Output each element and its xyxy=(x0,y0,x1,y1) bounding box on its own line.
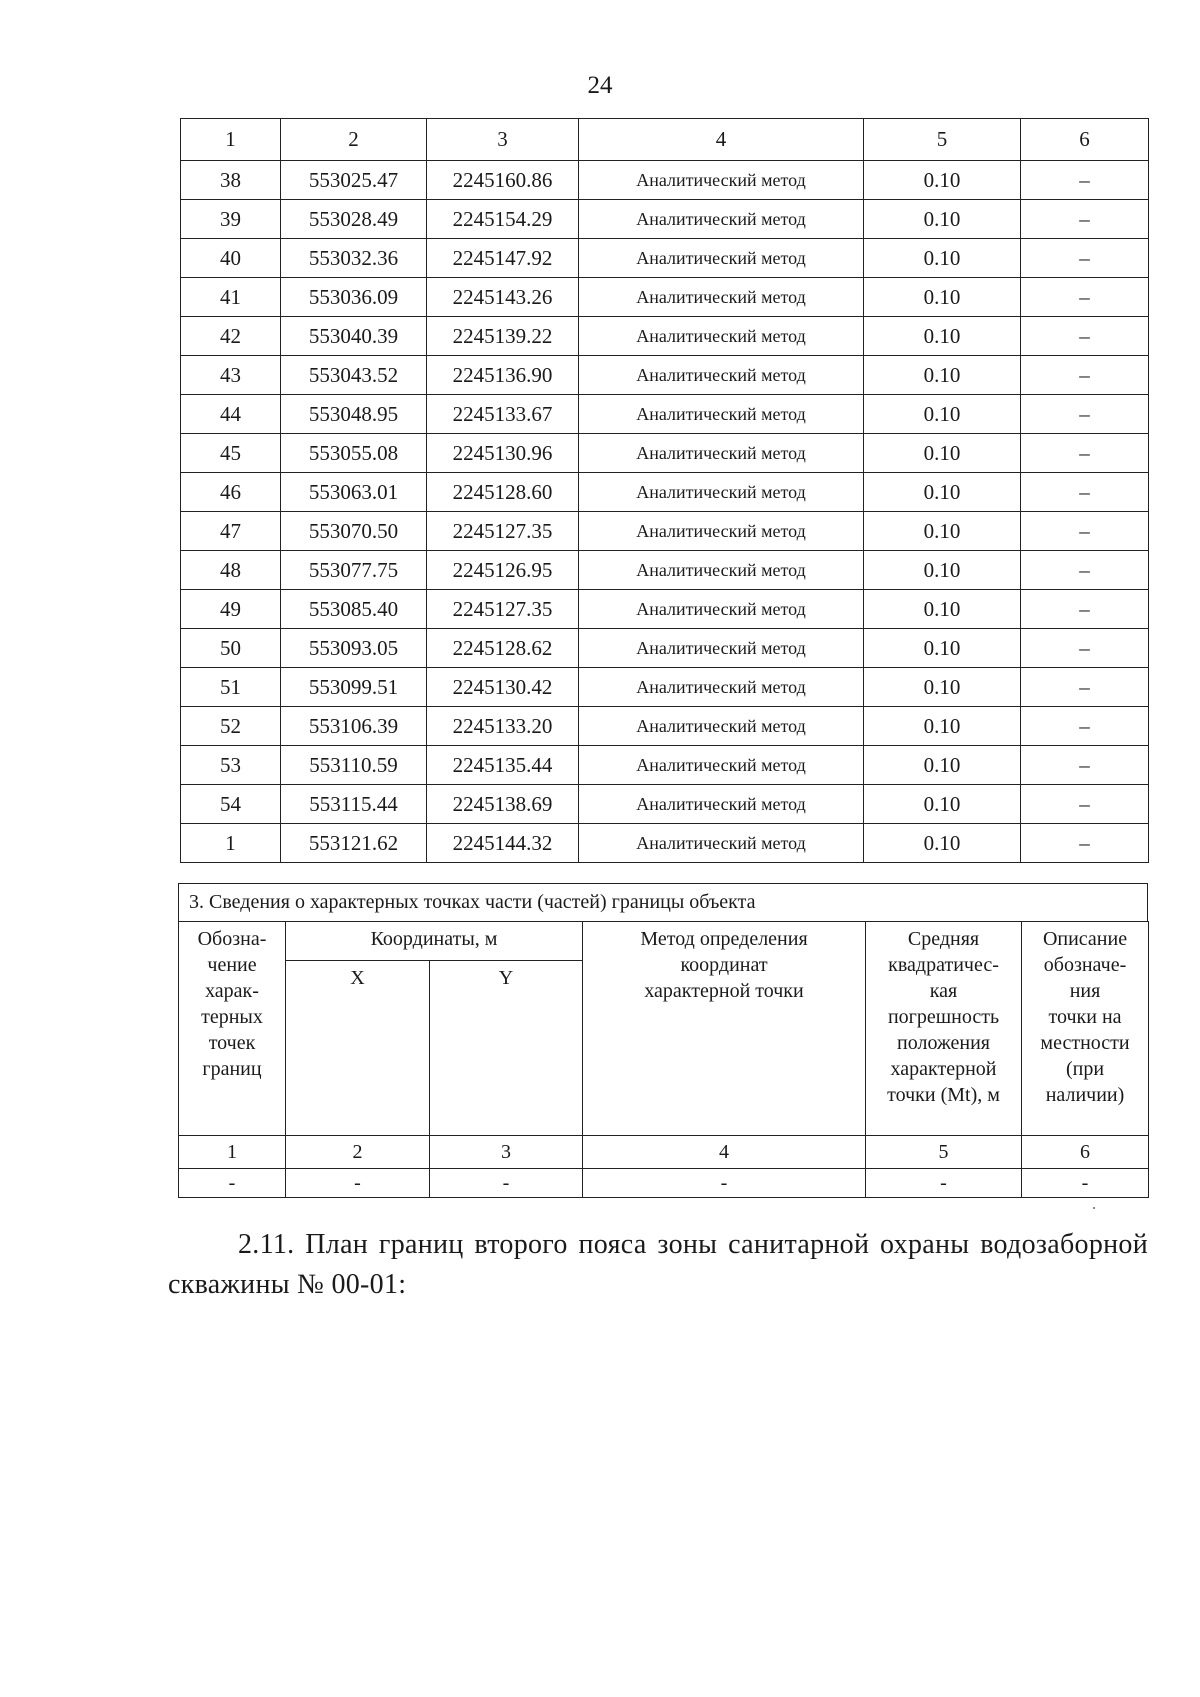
error-cell: 0.10 xyxy=(864,551,1021,590)
table-row xyxy=(181,356,1149,395)
y-coordinate-cell: 2245136.90 xyxy=(427,356,579,395)
y-coordinate-cell: 2245133.20 xyxy=(427,707,579,746)
table-header-row xyxy=(181,119,1149,161)
table-row xyxy=(181,161,1149,200)
empty-cell: - xyxy=(583,1169,866,1198)
error-cell: 0.10 xyxy=(864,785,1021,824)
coordinates-header: Координаты, м xyxy=(286,922,583,961)
table-row xyxy=(181,200,1149,239)
x-coordinate-cell: 553077.75 xyxy=(281,551,427,590)
error-cell: 0.10 xyxy=(864,668,1021,707)
method-cell: Аналитический метод xyxy=(579,629,864,668)
section-3-title: 3. Сведения о характерных точках части (частей) границы объекта xyxy=(178,883,1148,921)
point-number-cell: 1 xyxy=(181,824,281,863)
table-row xyxy=(181,785,1149,824)
point-number-cell: 52 xyxy=(181,707,281,746)
x-coordinate-cell: 553032.36 xyxy=(281,239,427,278)
description-cell: – xyxy=(1021,473,1149,512)
x-coordinate-cell: 553036.09 xyxy=(281,278,427,317)
header-cell: 6 xyxy=(1021,119,1149,161)
x-coordinate-cell: 553099.51 xyxy=(281,668,427,707)
method-cell: Аналитический метод xyxy=(579,512,864,551)
description-header: Описание обозначе- ния точки на местности (при наличии) xyxy=(1022,922,1149,1136)
y-coordinate-cell: 2245143.26 xyxy=(427,278,579,317)
description-cell: – xyxy=(1021,200,1149,239)
point-number-cell: 50 xyxy=(181,629,281,668)
method-cell: Аналитический метод xyxy=(579,356,864,395)
point-number-cell: 54 xyxy=(181,785,281,824)
method-cell: Аналитический метод xyxy=(579,551,864,590)
y-coordinate-cell: 2245154.29 xyxy=(427,200,579,239)
coordinates-table xyxy=(180,118,1149,863)
table-row xyxy=(181,824,1149,863)
header-cell: 2 xyxy=(281,119,427,161)
x-coordinate-cell: 553028.49 xyxy=(281,200,427,239)
error-cell: 0.10 xyxy=(864,239,1021,278)
y-coordinate-cell: 2245133.67 xyxy=(427,395,579,434)
method-cell: Аналитический метод xyxy=(579,239,864,278)
x-header: X xyxy=(286,961,430,1136)
y-coordinate-cell: 2245139.22 xyxy=(427,317,579,356)
description-cell: – xyxy=(1021,590,1149,629)
error-cell: 0.10 xyxy=(864,746,1021,785)
error-cell: 0.10 xyxy=(864,512,1021,551)
y-coordinate-cell: 2245130.42 xyxy=(427,668,579,707)
column-number: 5 xyxy=(866,1136,1022,1169)
empty-data-row xyxy=(179,1169,1149,1198)
table-row xyxy=(181,317,1149,356)
point-number-cell: 40 xyxy=(181,239,281,278)
description-cell: – xyxy=(1021,551,1149,590)
description-cell: – xyxy=(1021,785,1149,824)
y-coordinate-cell: 2245144.32 xyxy=(427,824,579,863)
y-header: Y xyxy=(430,961,583,1136)
method-cell: Аналитический метод xyxy=(579,317,864,356)
column-number: 6 xyxy=(1022,1136,1149,1169)
empty-cell: - xyxy=(179,1169,286,1198)
y-coordinate-cell: 2245160.86 xyxy=(427,161,579,200)
error-cell: 0.10 xyxy=(864,200,1021,239)
error-cell: 0.10 xyxy=(864,824,1021,863)
method-cell: Аналитический метод xyxy=(579,278,864,317)
description-cell: – xyxy=(1021,317,1149,356)
method-cell: Аналитический метод xyxy=(579,590,864,629)
method-cell: Аналитический метод xyxy=(579,200,864,239)
x-coordinate-cell: 553115.44 xyxy=(281,785,427,824)
table-row xyxy=(181,668,1149,707)
table-row xyxy=(181,590,1149,629)
x-coordinate-cell: 553055.08 xyxy=(281,434,427,473)
description-cell: – xyxy=(1021,629,1149,668)
section-2-11-paragraph: 2.11. План границ второго пояса зоны санитарной охраны водозаборной скважины № 00-01: xyxy=(168,1229,1148,1300)
x-coordinate-cell: 553085.40 xyxy=(281,590,427,629)
method-cell: Аналитический метод xyxy=(579,473,864,512)
table-row xyxy=(181,473,1149,512)
x-coordinate-cell: 553106.39 xyxy=(281,707,427,746)
error-cell: 0.10 xyxy=(864,356,1021,395)
header-cell: 5 xyxy=(864,119,1021,161)
point-number-cell: 48 xyxy=(181,551,281,590)
y-coordinate-cell: 2245126.95 xyxy=(427,551,579,590)
point-number-cell: 38 xyxy=(181,161,281,200)
method-cell: Аналитический метод xyxy=(579,824,864,863)
x-coordinate-cell: 553063.01 xyxy=(281,473,427,512)
empty-cell: - xyxy=(286,1169,430,1198)
column-number: 1 xyxy=(179,1136,286,1169)
description-cell: – xyxy=(1021,161,1149,200)
point-number-cell: 53 xyxy=(181,746,281,785)
error-cell: 0.10 xyxy=(864,629,1021,668)
point-number-cell: 47 xyxy=(181,512,281,551)
y-coordinate-cell: 2245127.35 xyxy=(427,590,579,629)
error-cell: 0.10 xyxy=(864,707,1021,746)
description-cell: – xyxy=(1021,434,1149,473)
error-cell: 0.10 xyxy=(864,473,1021,512)
description-cell: – xyxy=(1021,824,1149,863)
empty-cell: - xyxy=(866,1169,1022,1198)
header-cell: 4 xyxy=(579,119,864,161)
error-cell: 0.10 xyxy=(864,590,1021,629)
point-number-cell: 45 xyxy=(181,434,281,473)
method-cell: Аналитический метод xyxy=(579,707,864,746)
y-coordinate-cell: 2245127.35 xyxy=(427,512,579,551)
y-coordinate-cell: 2245135.44 xyxy=(427,746,579,785)
error-cell: 0.10 xyxy=(864,278,1021,317)
x-coordinate-cell: 553025.47 xyxy=(281,161,427,200)
point-number-cell: 42 xyxy=(181,317,281,356)
description-cell: – xyxy=(1021,707,1149,746)
point-number-cell: 43 xyxy=(181,356,281,395)
description-cell: – xyxy=(1021,278,1149,317)
description-cell: – xyxy=(1021,668,1149,707)
x-coordinate-cell: 553043.52 xyxy=(281,356,427,395)
table-row xyxy=(181,746,1149,785)
y-coordinate-cell: 2245130.96 xyxy=(427,434,579,473)
method-cell: Аналитический метод xyxy=(579,668,864,707)
header-cell: 1 xyxy=(181,119,281,161)
table-row xyxy=(181,551,1149,590)
method-cell: Аналитический метод xyxy=(579,434,864,473)
designation-header: Обозна- чение харак- терных точек границ xyxy=(179,922,286,1136)
point-number-cell: 46 xyxy=(181,473,281,512)
column-number: 3 xyxy=(430,1136,583,1169)
boundary-parts-table xyxy=(178,921,1149,1198)
description-cell: – xyxy=(1021,356,1149,395)
y-coordinate-cell: 2245138.69 xyxy=(427,785,579,824)
error-cell: 0.10 xyxy=(864,161,1021,200)
table-row xyxy=(181,395,1149,434)
description-cell: – xyxy=(1021,746,1149,785)
table-row xyxy=(181,512,1149,551)
method-cell: Аналитический метод xyxy=(579,161,864,200)
point-number-cell: 51 xyxy=(181,668,281,707)
scan-speck xyxy=(1093,1207,1095,1209)
x-coordinate-cell: 553110.59 xyxy=(281,746,427,785)
method-cell: Аналитический метод xyxy=(579,395,864,434)
table-row xyxy=(181,239,1149,278)
table-row xyxy=(181,707,1149,746)
x-coordinate-cell: 553121.62 xyxy=(281,824,427,863)
x-coordinate-cell: 553040.39 xyxy=(281,317,427,356)
x-coordinate-cell: 553070.50 xyxy=(281,512,427,551)
method-cell: Аналитический метод xyxy=(579,785,864,824)
table-row xyxy=(181,434,1149,473)
point-number-cell: 49 xyxy=(181,590,281,629)
empty-cell: - xyxy=(430,1169,583,1198)
column-number: 2 xyxy=(286,1136,430,1169)
point-number-cell: 44 xyxy=(181,395,281,434)
error-cell: 0.10 xyxy=(864,317,1021,356)
description-cell: – xyxy=(1021,395,1149,434)
column-number-row xyxy=(179,1136,1149,1169)
x-coordinate-cell: 553093.05 xyxy=(281,629,427,668)
y-coordinate-cell: 2245128.60 xyxy=(427,473,579,512)
method-header: Метод определения координат характерной точки xyxy=(583,922,866,1136)
error-header: Средняя квадратичес- кая погрешность положения характерной точки (Mt), м xyxy=(866,922,1022,1136)
method-cell: Аналитический метод xyxy=(579,746,864,785)
y-coordinate-cell: 2245147.92 xyxy=(427,239,579,278)
x-coordinate-cell: 553048.95 xyxy=(281,395,427,434)
header-cell: 3 xyxy=(427,119,579,161)
error-cell: 0.10 xyxy=(864,434,1021,473)
point-number-cell: 39 xyxy=(181,200,281,239)
column-number: 4 xyxy=(583,1136,866,1169)
page-number: 24 xyxy=(587,72,613,99)
description-cell: – xyxy=(1021,512,1149,551)
table-row xyxy=(181,278,1149,317)
y-coordinate-cell: 2245128.62 xyxy=(427,629,579,668)
table-row xyxy=(181,629,1149,668)
empty-cell: - xyxy=(1022,1169,1149,1198)
error-cell: 0.10 xyxy=(864,395,1021,434)
description-cell: – xyxy=(1021,239,1149,278)
point-number-cell: 41 xyxy=(181,278,281,317)
